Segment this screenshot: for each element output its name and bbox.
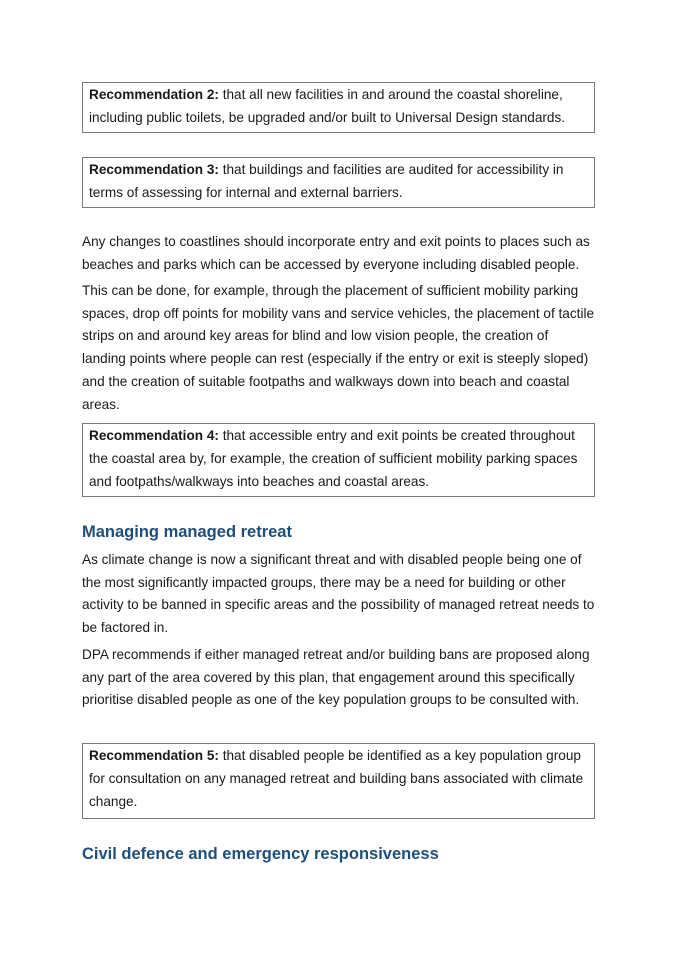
- recommendation-label: Recommendation 3:: [89, 162, 219, 177]
- recommendation-text: that disabled people be identified as a key population group for consultation on any managed retreat and building bans associated with climate change.: [89, 748, 584, 809]
- heading-civil-defence: Civil defence and emergency responsiveness: [82, 845, 439, 863]
- heading-managed-retreat: Managing managed retreat: [82, 523, 292, 541]
- recommendation-label: Recommendation 4:: [89, 428, 219, 443]
- recommendation-3-box: [82, 157, 595, 208]
- recommendation-text: that buildings and facilities are audited for accessibility in terms of assessing for internal and external barriers.: [89, 162, 564, 200]
- recommendation-5-box: [82, 743, 595, 819]
- paragraph-dpa-recommends: DPA recommends if either managed retreat and/or building bans are proposed along any part of the area covered by this plan, that engagement around this specifically prioritise disabled people as one of the key population groups to be consulted with.: [82, 647, 590, 708]
- recommendation-label: Recommendation 2:: [89, 87, 219, 102]
- recommendation-label: Recommendation 5:: [89, 748, 219, 763]
- recommendation-text: that accessible entry and exit points be created throughout the coastal area by, for example, the creation of sufficient mobility parking spaces and footpaths/walkways into beaches and coastal areas.: [89, 428, 578, 489]
- paragraph-climate-change: As climate change is now a significant threat and with disabled people being one of the most significantly impacted groups, there may be a need for building or other activity to be banned in specific areas and the possibility of managed retreat needs to be factored in.: [82, 552, 595, 636]
- paragraph-coastline-access: Any changes to coastlines should incorporate entry and exit points to places such as beaches and parks which can be accessed by everyone including disabled people.: [82, 234, 590, 272]
- recommendation-text: that all new facilities in and around the coastal shoreline, including public toilets, be upgraded and/or built to Universal Design standards.: [89, 87, 566, 125]
- recommendation-2-box: [82, 82, 595, 133]
- recommendation-4-box: [82, 423, 595, 497]
- paragraph-coastline-examples: This can be done, for example, through the placement of sufficient mobility parking spaces, drop off points for mobility vans and service vehicles, the placement of tactile strips on and around key areas for blind and low vision people, the creation of landing points where people can rest (especially if the entry or exit is steeply sloped) and the creation of suitable footpaths and walkways down into beach and coastal areas.: [82, 283, 595, 412]
